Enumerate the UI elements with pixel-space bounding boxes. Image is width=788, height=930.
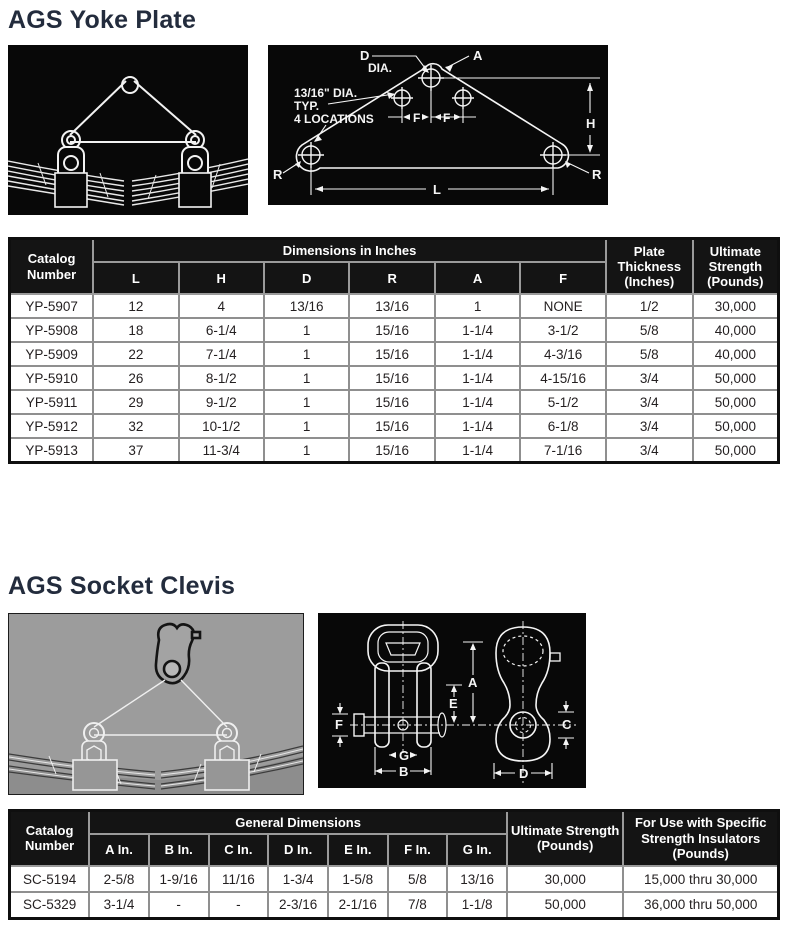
header-dim-d: D In. xyxy=(268,834,328,866)
catalog-cell: YP-5907 xyxy=(10,294,94,318)
table-row xyxy=(10,342,779,366)
table-cell: 50,000 xyxy=(507,892,623,918)
table-cell: 50,000 xyxy=(693,390,779,414)
table-row xyxy=(10,892,779,918)
table-cell: 2-1/16 xyxy=(328,892,388,918)
yoke-plate-photo xyxy=(8,45,248,215)
table-cell: 1-1/4 xyxy=(435,342,520,366)
table-row xyxy=(10,294,779,318)
table-cell: 32 xyxy=(93,414,178,438)
table-row xyxy=(10,366,779,390)
dim-label-c: C xyxy=(562,716,572,732)
yoke-plate-table xyxy=(8,237,780,464)
table-cell: 1-5/8 xyxy=(328,866,388,892)
table-cell: 30,000 xyxy=(693,294,779,318)
dim-label-f1: F xyxy=(413,110,421,125)
catalog-cell: YP-5913 xyxy=(10,438,94,462)
table-cell: 15/16 xyxy=(349,438,435,462)
table-cell: 7-1/16 xyxy=(520,438,606,462)
dim-label-f2: F xyxy=(443,110,451,125)
header-plate-thickness: Plate Thickness (Inches) xyxy=(606,238,693,294)
page-title-2: AGS Socket Clevis xyxy=(8,571,236,600)
table-cell: 40,000 xyxy=(693,342,779,366)
table-cell: 40,000 xyxy=(693,318,779,342)
table-cell: 8-1/2 xyxy=(179,366,264,390)
table-cell: 3-1/2 xyxy=(520,318,606,342)
table-cell: 1 xyxy=(264,366,350,390)
header-dim-c: C In. xyxy=(209,834,269,866)
header-dim-e: E In. xyxy=(328,834,388,866)
header-dimensions-group: Dimensions in Inches xyxy=(93,238,606,262)
dim-label-dia: DIA. xyxy=(368,60,392,75)
table-cell: 50,000 xyxy=(693,438,779,462)
table-cell: - xyxy=(149,892,209,918)
dim-label-h: H xyxy=(586,115,596,131)
header-dim-l: L xyxy=(93,262,178,294)
dim-label-l: L xyxy=(433,181,441,197)
header-insulator-range: For Use with Specific Strength Insulators (Pounds) xyxy=(623,810,778,866)
header-dim-a: A xyxy=(435,262,520,294)
hole-note-line1: 13/16" DIA. xyxy=(294,85,358,100)
table-cell: 12 xyxy=(93,294,178,318)
table-cell: 1/2 xyxy=(606,294,693,318)
table-cell: 50,000 xyxy=(693,414,779,438)
table-cell: 1-1/8 xyxy=(447,892,507,918)
catalog-cell: YP-5911 xyxy=(10,390,94,414)
catalog-cell: YP-5912 xyxy=(10,414,94,438)
yoke-plate-diagram xyxy=(268,45,608,205)
yoke-plate-figures xyxy=(8,45,780,215)
table-cell: 1-1/4 xyxy=(435,318,520,342)
socket-clevis-table xyxy=(8,809,780,920)
dim-label-r-right: R xyxy=(592,166,602,182)
table-cell: 6-1/8 xyxy=(520,414,606,438)
table-cell: 6-1/4 xyxy=(179,318,264,342)
table-cell: - xyxy=(209,892,269,918)
table-cell: 13/16 xyxy=(264,294,350,318)
table-cell: 3-1/4 xyxy=(89,892,149,918)
table-cell: 50,000 xyxy=(693,366,779,390)
table-cell: 1 xyxy=(264,342,350,366)
socket-clevis-photo xyxy=(8,613,304,795)
yoke-plate-section xyxy=(8,6,780,464)
table-cell: 1-1/4 xyxy=(435,366,520,390)
dim-label-a: A xyxy=(468,674,478,690)
dim-label-d: D xyxy=(519,765,529,781)
header-catalog-number: Catalog Number xyxy=(10,238,94,294)
catalog-cell: YP-5908 xyxy=(10,318,94,342)
table-cell: NONE xyxy=(520,294,606,318)
table-cell: 7-1/4 xyxy=(179,342,264,366)
dim-label-a: A xyxy=(473,47,483,63)
dim-label-f: F xyxy=(335,716,343,732)
table-cell: 1-3/4 xyxy=(268,866,328,892)
header-dim-a: A In. xyxy=(89,834,149,866)
table-cell: 15,000 thru 30,000 xyxy=(623,866,778,892)
header-dim-g: G In. xyxy=(447,834,507,866)
table-cell: 3/4 xyxy=(606,438,693,462)
table-cell: 4 xyxy=(179,294,264,318)
dim-label-b: B xyxy=(399,763,409,779)
table-cell: 3/4 xyxy=(606,390,693,414)
table-cell: 9-1/2 xyxy=(179,390,264,414)
catalog-cell: SC-5329 xyxy=(10,892,90,918)
table-cell: 1-1/4 xyxy=(435,390,520,414)
table-cell: 5-1/2 xyxy=(520,390,606,414)
table-cell: 36,000 thru 50,000 xyxy=(623,892,778,918)
table-cell: 10-1/2 xyxy=(179,414,264,438)
table-cell: 15/16 xyxy=(349,414,435,438)
catalog-cell: SC-5194 xyxy=(10,866,90,892)
page-title: AGS Yoke Plate xyxy=(8,6,197,34)
header-dim-h: H xyxy=(179,262,264,294)
header-dim-b: B In. xyxy=(149,834,209,866)
hole-note-line2: TYP. xyxy=(294,98,320,113)
table-cell: 18 xyxy=(93,318,178,342)
table-cell: 2-3/16 xyxy=(268,892,328,918)
dim-label-d: D xyxy=(360,47,370,63)
table-cell: 13/16 xyxy=(349,294,435,318)
socket-clevis-figures xyxy=(8,613,780,795)
table-cell: 15/16 xyxy=(349,318,435,342)
table-cell: 30,000 xyxy=(507,866,623,892)
header-dim-f: F In. xyxy=(388,834,448,866)
socket-clevis-diagram xyxy=(318,613,586,788)
socket-clevis-section xyxy=(8,572,780,920)
header-ultimate-strength: Ultimate Strength (Pounds) xyxy=(693,238,779,294)
table-cell: 13/16 xyxy=(447,866,507,892)
catalog-cell: YP-5909 xyxy=(10,342,94,366)
table-row xyxy=(10,390,779,414)
table-cell: 1 xyxy=(264,414,350,438)
table-cell: 1 xyxy=(264,438,350,462)
table-cell: 5/8 xyxy=(388,866,448,892)
table-row xyxy=(10,318,779,342)
header-dim-r: R xyxy=(349,262,435,294)
table-cell: 1 xyxy=(264,390,350,414)
table-cell: 3/4 xyxy=(606,366,693,390)
table-cell: 1 xyxy=(264,318,350,342)
table-cell: 5/8 xyxy=(606,318,693,342)
table-cell: 15/16 xyxy=(349,342,435,366)
catalog-cell: YP-5910 xyxy=(10,366,94,390)
table-cell: 1-1/4 xyxy=(435,414,520,438)
table-cell: 2-5/8 xyxy=(89,866,149,892)
table-cell: 1 xyxy=(435,294,520,318)
table-cell: 11/16 xyxy=(209,866,269,892)
table-cell: 4-3/16 xyxy=(520,342,606,366)
table-cell: 29 xyxy=(93,390,178,414)
table-cell: 11-3/4 xyxy=(179,438,264,462)
header-catalog-number: Catalog Number xyxy=(10,810,90,866)
table-row xyxy=(10,866,779,892)
table-cell: 3/4 xyxy=(606,414,693,438)
table-row xyxy=(10,438,779,462)
table-cell: 7/8 xyxy=(388,892,448,918)
header-dim-f: F xyxy=(520,262,606,294)
dim-label-g: G xyxy=(399,747,410,763)
table-cell: 1-1/4 xyxy=(435,438,520,462)
table-cell: 22 xyxy=(93,342,178,366)
header-general-dimensions: General Dimensions xyxy=(89,810,507,834)
table-row xyxy=(10,414,779,438)
hole-note-line3: 4 LOCATIONS xyxy=(294,111,374,126)
dim-label-r-left: R xyxy=(273,166,283,182)
header-dim-d: D xyxy=(264,262,350,294)
table-cell: 4-15/16 xyxy=(520,366,606,390)
table-cell: 1-9/16 xyxy=(149,866,209,892)
table-cell: 15/16 xyxy=(349,366,435,390)
table-cell: 15/16 xyxy=(349,390,435,414)
table-cell: 5/8 xyxy=(606,342,693,366)
table-cell: 37 xyxy=(93,438,178,462)
table-cell: 26 xyxy=(93,366,178,390)
dim-label-e: E xyxy=(449,695,458,711)
header-ultimate-strength: Ultimate Strength (Pounds) xyxy=(507,810,623,866)
